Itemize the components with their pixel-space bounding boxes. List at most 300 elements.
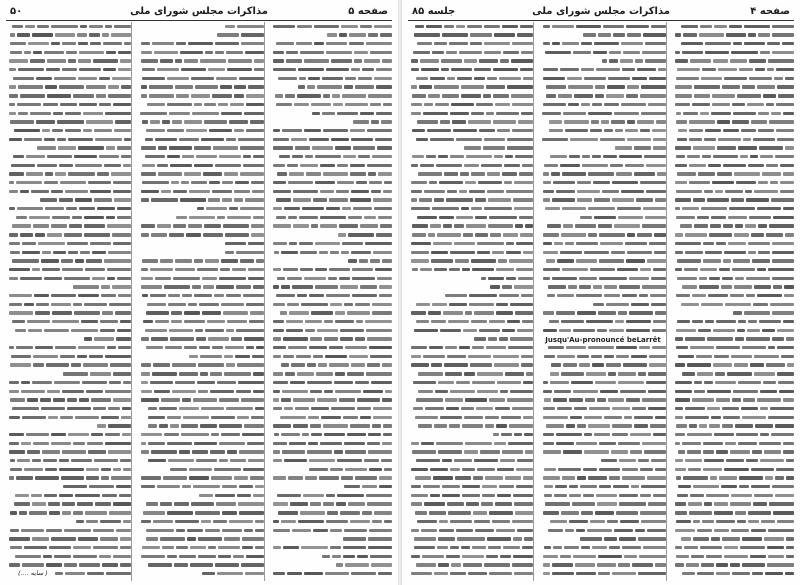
word-mark [549,320,559,323]
word-mark [579,277,597,280]
word-mark [635,529,645,532]
text-line [408,352,533,361]
word-mark [682,442,701,445]
text-line [271,309,392,318]
word-mark [777,346,794,349]
text-line [540,500,665,509]
word-mark [446,555,459,558]
word-mark [108,407,120,410]
word-mark [411,181,427,184]
word-mark [786,337,794,340]
word-mark [587,529,612,532]
text-line [408,413,533,422]
word-mark [10,51,22,54]
word-mark [777,85,794,88]
word-mark [724,546,738,549]
word-mark [174,563,188,566]
word-mark [242,433,264,436]
text-line [673,326,794,335]
word-mark [367,502,392,505]
text-line [6,300,131,309]
word-mark [723,224,734,227]
word-mark [602,59,607,62]
word-mark [466,155,493,158]
word-mark [372,303,392,306]
word-mark [9,138,22,141]
word-mark [430,468,449,471]
word-mark [523,416,534,419]
word-mark [421,442,434,445]
word-mark [78,294,99,297]
word-mark [84,233,110,236]
word-mark [604,294,620,297]
word-mark [477,242,504,245]
word-mark [60,181,85,184]
word-mark [221,433,240,436]
word-mark [189,216,215,219]
word-mark [304,277,326,280]
word-mark [705,129,721,132]
word-mark [439,181,462,184]
word-mark [731,529,749,532]
word-mark [704,502,712,505]
word-mark [170,337,194,340]
word-mark [751,468,774,471]
word-mark [416,563,437,566]
word-mark [370,259,379,262]
text-line [673,352,794,361]
word-mark [190,546,207,549]
word-mark [49,511,60,514]
word-mark [510,303,533,306]
text-line [6,83,131,92]
word-mark [466,502,479,505]
word-mark [97,172,109,175]
text-line [408,474,533,483]
word-mark [179,450,190,453]
word-mark [148,563,172,566]
word-mark [715,381,737,384]
word-mark [58,146,76,149]
word-mark [631,355,647,358]
word-mark [220,85,231,88]
word-mark [622,68,635,71]
word-mark [337,112,358,115]
word-mark [369,181,382,184]
word-mark [481,502,493,505]
word-mark [278,511,297,514]
word-mark [646,381,666,384]
word-mark [496,303,508,306]
word-mark [428,233,436,236]
word-mark [524,433,534,436]
word-mark [89,33,100,36]
word-mark [276,294,294,297]
word-mark [776,129,794,132]
word-mark [612,198,635,201]
text-line [408,448,533,457]
text-line [540,569,665,578]
word-mark [162,546,174,549]
word-mark [253,494,264,497]
word-mark [413,407,423,410]
word-mark [430,224,441,227]
word-mark [296,355,312,358]
word-mark [273,381,289,384]
text-line [408,309,533,318]
text-line [673,92,794,101]
word-mark [182,155,194,158]
word-mark [183,416,209,419]
word-mark [152,42,174,45]
word-mark [229,207,238,210]
word-mark [760,390,777,393]
word-mark [107,277,115,280]
word-mark [543,407,555,410]
word-mark [411,494,428,497]
word-mark [381,459,392,462]
word-mark [709,424,720,427]
word-mark [597,502,617,505]
word-mark [92,277,105,280]
word-mark [51,442,71,445]
word-mark [689,138,702,141]
text-line [673,535,794,544]
word-mark [647,259,665,262]
word-mark [762,172,781,175]
word-mark [594,42,619,45]
word-mark [422,555,445,558]
word-mark [344,442,365,445]
word-mark [588,424,610,427]
word-mark [456,138,483,141]
text-line [271,378,392,387]
word-mark [344,529,367,532]
word-mark [118,294,131,297]
text-line [673,509,794,518]
text-line [6,378,131,387]
word-mark [289,442,306,445]
word-mark [379,285,392,288]
word-mark [21,442,32,445]
word-mark [568,103,579,106]
word-mark [243,155,251,158]
word-mark [9,94,19,97]
word-mark [494,155,502,158]
word-mark [488,224,513,227]
word-mark [384,181,392,184]
word-mark [691,555,704,558]
text-line [6,317,131,326]
word-mark [675,198,691,201]
text-line [138,300,263,309]
word-mark [434,268,447,271]
word-mark [99,77,110,80]
word-mark [192,112,219,115]
word-mark [73,303,82,306]
word-mark [510,390,533,393]
word-mark [627,33,641,36]
word-mark [499,77,522,80]
word-mark [735,277,744,280]
word-mark [521,51,534,54]
word-mark [317,85,342,88]
word-mark [577,198,592,201]
word-mark [300,511,326,514]
text-line [408,569,533,578]
right-page [402,0,800,585]
text-line [540,474,665,483]
word-mark [34,294,50,297]
word-mark [612,433,627,436]
word-mark [657,172,666,175]
word-mark [120,59,131,62]
word-mark [330,468,343,471]
word-mark [141,381,148,384]
word-mark [783,112,794,115]
text-line [271,569,392,578]
word-mark [620,390,646,393]
word-mark [315,285,338,288]
word-mark [345,346,367,349]
word-mark [761,520,775,523]
word-mark [285,372,295,375]
word-mark [675,268,681,271]
text-line [6,291,131,300]
word-mark [677,320,689,323]
word-mark [607,520,618,523]
text-line [540,361,665,370]
word-mark [329,363,350,366]
word-mark [758,181,768,184]
word-mark [105,442,131,445]
word-mark [437,546,447,549]
word-mark [433,242,451,245]
word-mark [226,329,234,332]
text-line [138,291,263,300]
word-mark [626,259,646,262]
word-mark [226,138,236,141]
word-mark [654,233,665,236]
word-mark [714,502,728,505]
word-mark [588,172,613,175]
word-mark [421,529,437,532]
word-mark [699,424,707,427]
word-mark [772,251,794,254]
word-mark [142,164,155,167]
word-mark [481,164,502,167]
word-mark [180,51,204,54]
word-mark [702,520,714,523]
text-line [271,65,392,74]
word-mark [223,224,249,227]
word-mark [240,259,254,262]
text-line [271,543,392,552]
word-mark [545,51,571,54]
word-mark [675,33,680,36]
word-mark [248,277,264,280]
word-mark [173,224,187,227]
text-line [138,422,263,431]
word-mark [93,529,113,532]
word-mark [254,59,264,62]
word-mark [521,363,533,366]
text-line [540,370,665,379]
word-mark [711,416,721,419]
text-line [408,187,533,196]
text-line [408,361,533,370]
word-mark [184,59,197,62]
word-mark [9,277,18,280]
word-mark [9,85,16,88]
word-mark [173,277,200,280]
word-mark [32,502,46,505]
word-mark [518,277,534,280]
word-mark [492,251,504,254]
word-mark [677,68,700,71]
word-mark [739,68,753,71]
word-mark [37,164,57,167]
word-mark [523,381,533,384]
word-mark [765,476,773,479]
word-mark [456,381,470,384]
word-mark [9,103,15,106]
word-mark [288,216,296,219]
text-line [6,187,131,196]
word-mark [599,259,624,262]
word-mark [45,207,64,210]
word-mark [358,77,372,80]
word-mark [26,172,43,175]
text-line [271,31,392,40]
word-mark [743,138,752,141]
word-mark [413,381,436,384]
word-mark [226,407,252,410]
word-mark [772,485,794,488]
word-mark [157,164,168,167]
text-line [271,239,392,248]
text-line [673,378,794,387]
word-mark [619,537,637,540]
word-mark [428,94,440,97]
word-mark [675,563,684,566]
word-mark [675,146,691,149]
word-mark [435,390,449,393]
word-mark [676,77,698,80]
word-mark [417,120,438,123]
word-mark [194,259,203,262]
word-mark [743,398,755,401]
word-mark [640,129,650,132]
word-mark [339,224,358,227]
word-mark [221,303,244,306]
word-mark [241,42,263,45]
text-line [271,422,392,431]
word-mark [324,390,332,393]
word-mark [221,259,239,262]
word-mark [685,337,705,340]
word-mark [197,381,215,384]
word-mark [251,416,264,419]
word-mark [576,25,601,28]
word-mark [12,320,25,323]
word-mark [305,320,321,323]
word-mark [385,390,392,393]
text-line [540,196,665,205]
word-mark [493,355,519,358]
word-mark [749,59,766,62]
word-mark [222,198,233,201]
text-line [138,552,263,561]
word-mark [219,442,246,445]
word-mark [438,563,448,566]
word-mark [46,529,63,532]
word-mark [216,77,236,80]
word-mark [89,25,103,28]
text-line [408,161,533,170]
word-mark [681,42,703,45]
text-line [673,65,794,74]
word-mark [549,129,562,132]
word-mark [11,164,34,167]
word-mark [411,190,422,193]
word-mark [350,520,371,523]
word-mark [192,285,202,288]
word-mark [742,85,756,88]
text-line [673,404,794,413]
word-mark [293,190,318,193]
text-line [6,561,131,570]
word-mark [234,94,245,97]
word-mark [310,337,322,340]
word-mark [694,94,710,97]
word-mark [355,476,377,479]
word-mark [88,450,106,453]
word-mark [517,459,533,462]
word-mark [161,190,170,193]
word-mark [337,494,363,497]
word-mark [471,207,482,210]
word-mark [763,94,776,97]
word-mark [102,563,119,566]
word-mark [511,94,533,97]
text-line [673,439,794,448]
text-line [540,248,665,257]
word-mark [412,224,428,227]
word-mark [754,285,771,288]
word-mark [67,407,91,410]
word-mark [599,442,616,445]
word-mark [763,381,776,384]
word-mark [557,355,575,358]
word-mark [707,198,730,201]
word-mark [442,494,460,497]
word-mark [157,224,170,227]
word-mark [758,224,767,227]
word-mark [380,33,392,36]
text-line [673,291,794,300]
word-mark [543,311,554,314]
word-mark [568,85,593,88]
word-mark [163,476,187,479]
word-mark [287,164,297,167]
word-mark [17,103,41,106]
word-mark [175,59,183,62]
text-line [673,361,794,370]
word-mark [226,51,243,54]
word-mark [496,424,507,427]
word-mark [363,390,383,393]
